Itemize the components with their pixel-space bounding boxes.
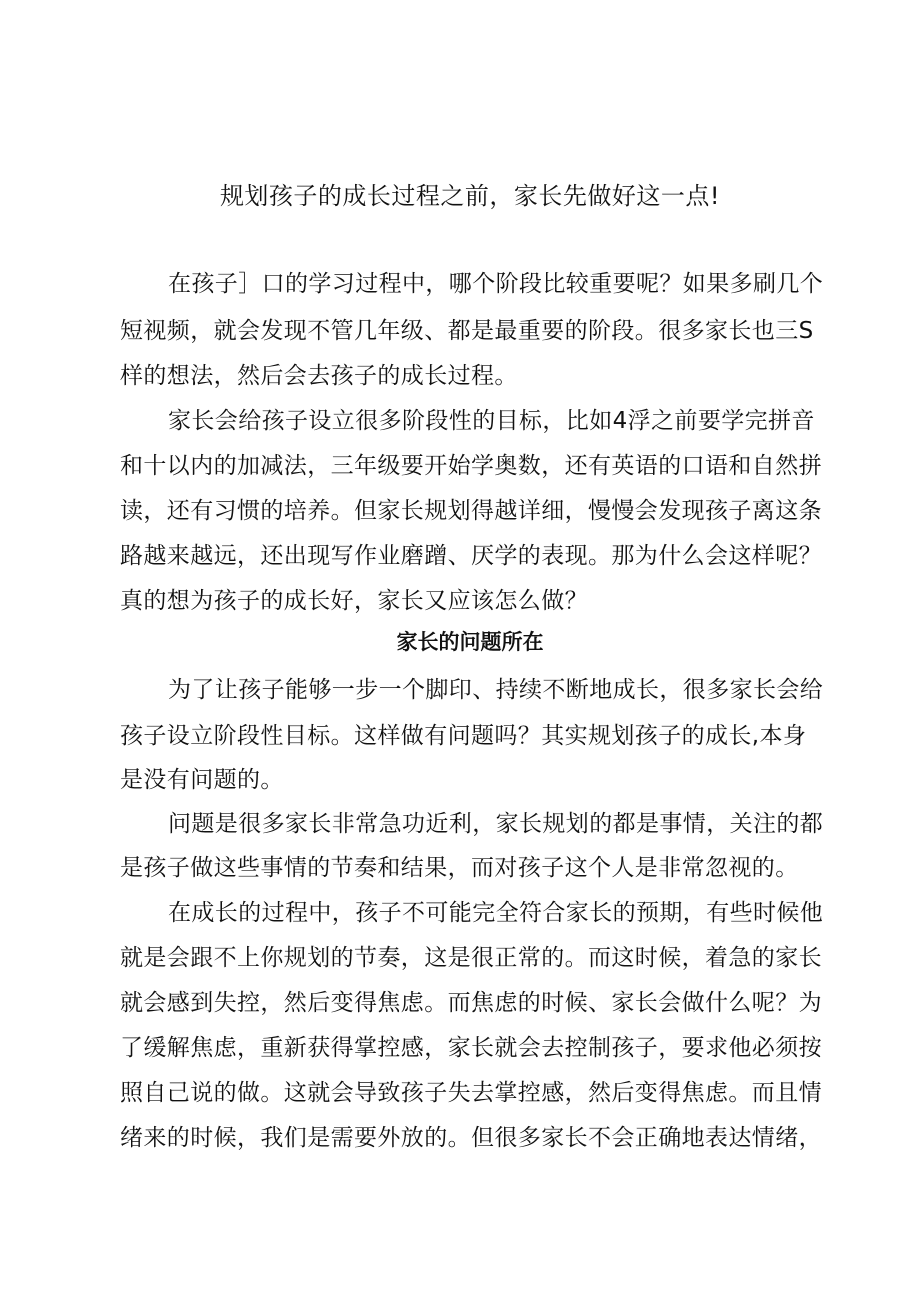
section-paragraph-3-line-2: 就是会跟不上你规划的节奏，这是很正常的。而这时候，着急的家长 [120,945,822,971]
paragraph-1-line-2: 短视频，就会发现不管几年级、都是最重要的阶段。很多家长也三S [120,318,814,344]
section-paragraph-3-line-6: 绪来的时候，我们是需要外放的。但很多家长不会正确地表达情绪， [120,1125,822,1151]
section-paragraph-2-line-1: 问题是很多家长非常急功近利，家长规划的都是事情，关注的都 [168,811,824,837]
section-paragraph-3-line-4: 了缓解焦虑，重新获得掌控感，家长就会去控制孩子，要求他必须按 [120,1035,822,1061]
section-paragraph-1-line-2: 孩子设立阶段性目标。这样做有问题吗？其实规划孩子的成长,本身 [120,723,807,749]
section-paragraph-3-line-1: 在成长的过程中，孩子不可能完全符合家长的预期，有些时候他 [168,900,824,926]
section-paragraph-2-line-2: 是孩子做这些事情的节奏和结果，而对孩子这个人是非常忽视的。 [120,855,799,881]
paragraph-2-line-3: 读，还有习惯的培养。但家长规划得越详细，慢慢会发现孩子离这条 [120,498,822,524]
paragraph-1-line-1: 在孩子］口的学习过程中，哪个阶段比较重要呢？如果多刷几个 [168,271,824,297]
section-paragraph-3-line-3: 就会感到失控，然后变得焦虑。而焦虑的时候、家长会做什么呢？为 [120,990,822,1016]
paragraph-1-line-3: 样的想法，然后会去孩子的成长过程。 [120,363,518,389]
section-heading: 家长的问题所在 [396,630,544,654]
paragraph-2-line-1: 家长会给孩子设立很多阶段性的目标，比如4浮之前要学完拼音 [168,408,815,434]
paragraph-2-line-2: 和十以内的加减法，三年级要开始学奥数，还有英语的口语和自然拼 [120,453,822,479]
section-paragraph-1-line-1: 为了让孩子能够一步一个脚印、持续不断地成长，很多家长会给 [168,677,824,703]
document-title: 规划孩子的成长过程之前，家长先做好这一点! [219,182,721,210]
paragraph-2-line-4: 路越来越远，还出现写作业磨蹭、厌学的表现。那为什么会这样呢？ [120,543,822,569]
section-paragraph-1-line-3: 是没有问题的。 [120,767,284,793]
paragraph-2-line-5: 真的想为孩子的成长好，家长又应该怎么做？ [120,588,588,614]
section-paragraph-3-line-5: 照自己说的做。这就会导致孩子失去掌控感，然后变得焦虑。而且情 [120,1080,822,1106]
